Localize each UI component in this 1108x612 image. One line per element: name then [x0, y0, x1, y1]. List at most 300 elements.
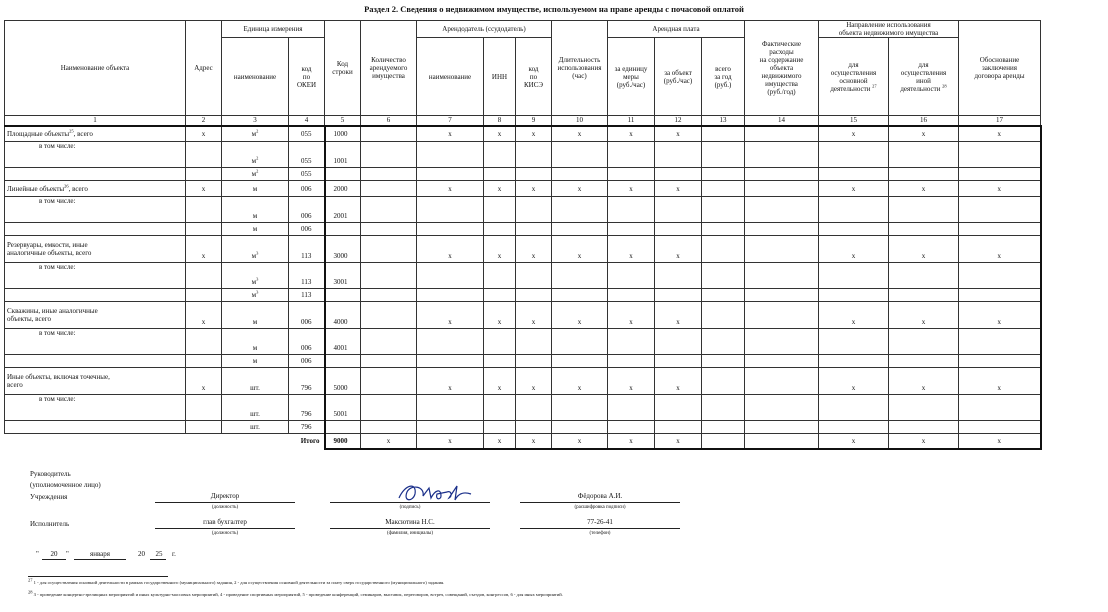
- cell-qty[interactable]: [361, 223, 417, 236]
- cell-value[interactable]: [552, 355, 608, 368]
- cell-unit: $м^3$: [222, 263, 289, 289]
- cell-value[interactable]: [655, 142, 702, 168]
- cell-value[interactable]: [552, 421, 608, 434]
- cell-value[interactable]: x: [959, 126, 1041, 142]
- cell-value[interactable]: [516, 395, 552, 421]
- hdr-lessor-name: наименование: [417, 38, 484, 116]
- hdr-qty: Количество арендуемого имущества: [361, 21, 417, 116]
- cell-okei: 113: [289, 263, 325, 289]
- cell-address[interactable]: [186, 289, 222, 302]
- cell-value[interactable]: [608, 395, 655, 421]
- cell-qty[interactable]: [361, 289, 417, 302]
- hdr-basis: Обоснование заключения договора аренды: [959, 21, 1041, 116]
- cell-value[interactable]: [417, 142, 484, 168]
- cell-value[interactable]: [702, 142, 745, 168]
- executor-phone[interactable]: 77-26-41: [587, 518, 613, 526]
- cell-value[interactable]: [702, 126, 745, 142]
- cell-okei: 006: [289, 302, 325, 329]
- hdr-expenses: Фактические расходы на содержание объекта недвижимого имущества (руб./год): [745, 21, 819, 116]
- cell-value[interactable]: [959, 421, 1041, 434]
- cell-value[interactable]: [552, 289, 608, 302]
- cell-value[interactable]: [959, 142, 1041, 168]
- cell-value[interactable]: x: [959, 236, 1041, 263]
- cell-value[interactable]: [417, 223, 484, 236]
- cell-unit: $м^2$: [222, 126, 289, 142]
- cell-value[interactable]: [702, 289, 745, 302]
- cell-value[interactable]: [516, 263, 552, 289]
- cell-value[interactable]: [819, 355, 889, 368]
- cell-qty[interactable]: [361, 263, 417, 289]
- col-number: 12: [655, 116, 702, 126]
- cell-value[interactable]: [745, 329, 819, 355]
- cell-value[interactable]: [889, 421, 959, 434]
- cell-value[interactable]: [516, 223, 552, 236]
- cell-value[interactable]: x: [655, 302, 702, 329]
- col-number: 7: [417, 116, 484, 126]
- cell-value[interactable]: [959, 168, 1041, 181]
- hdr-okei: код по ОКЕИ: [289, 38, 325, 116]
- cell-value[interactable]: [552, 263, 608, 289]
- cell-value[interactable]: [655, 421, 702, 434]
- cell-okei: 055: [289, 168, 325, 181]
- cell-value[interactable]: [819, 289, 889, 302]
- col-number: 15: [819, 116, 889, 126]
- cell-okei: 113: [289, 236, 325, 263]
- total-value[interactable]: x: [516, 434, 552, 449]
- cell-code: 4000: [325, 302, 361, 329]
- cell-value[interactable]: x: [655, 236, 702, 263]
- col-number: 16: [889, 116, 959, 126]
- total-value[interactable]: x: [889, 434, 959, 449]
- col-number: 4: [289, 116, 325, 126]
- cell-value[interactable]: [608, 168, 655, 181]
- cell-value[interactable]: x: [417, 181, 484, 197]
- cell-address[interactable]: [186, 223, 222, 236]
- cell-value[interactable]: [608, 223, 655, 236]
- cell-qty[interactable]: [361, 236, 417, 263]
- cell-value[interactable]: [417, 421, 484, 434]
- cell-value[interactable]: [819, 142, 889, 168]
- cell-value[interactable]: [655, 395, 702, 421]
- cell-code: 1001: [325, 142, 361, 168]
- total-value[interactable]: [702, 434, 745, 449]
- cell-value[interactable]: [889, 142, 959, 168]
- cell-value[interactable]: x: [608, 236, 655, 263]
- cell-value[interactable]: [417, 263, 484, 289]
- cell-value[interactable]: [702, 223, 745, 236]
- cell-value[interactable]: [819, 263, 889, 289]
- cell-value[interactable]: x: [484, 126, 516, 142]
- hdr-duration: Длительность использования (час): [552, 21, 608, 116]
- cell-value[interactable]: x: [552, 236, 608, 263]
- cell-qty[interactable]: [361, 197, 417, 223]
- executor-name[interactable]: Максютина Н.С.: [385, 518, 435, 526]
- cell-unit: м: [222, 181, 289, 197]
- cell-value[interactable]: [889, 168, 959, 181]
- cell-value[interactable]: [484, 395, 516, 421]
- cell-qty[interactable]: [361, 142, 417, 168]
- cell-unit: м: [222, 355, 289, 368]
- cell-okei: 796: [289, 368, 325, 395]
- cell-value[interactable]: [516, 289, 552, 302]
- hdr-rent-group: Арендная плата: [608, 21, 745, 38]
- cell-value[interactable]: [745, 302, 819, 329]
- cell-address[interactable]: [186, 395, 222, 421]
- cell-value[interactable]: x: [608, 368, 655, 395]
- total-value[interactable]: [745, 434, 819, 449]
- cell-value[interactable]: x: [417, 302, 484, 329]
- cell-okei: 796: [289, 395, 325, 421]
- cell-value[interactable]: [745, 168, 819, 181]
- total-value[interactable]: x: [361, 434, 417, 449]
- total-value[interactable]: x: [608, 434, 655, 449]
- cell-code: 5001: [325, 395, 361, 421]
- cell-value[interactable]: x: [516, 368, 552, 395]
- cell-value[interactable]: x: [417, 368, 484, 395]
- table-row: [5, 263, 1041, 289]
- cell-value[interactable]: x: [484, 181, 516, 197]
- cell-value[interactable]: [959, 263, 1041, 289]
- cell-value[interactable]: [745, 421, 819, 434]
- footnote-28: $^{28}$ 3 - проведение концертно-зрелищных мероприятий и иных культурно-массовых мероприятий, 4 - проведение спортивных мероприятий, 5 - проведение конференций, семинаров, выставок, переговоров, встреч, совещаний, съездов, конгрессов, 6 - для иных мероприятий.: [28, 589, 563, 597]
- cell-value[interactable]: [959, 197, 1041, 223]
- cell-value[interactable]: [552, 395, 608, 421]
- cell-value[interactable]: x: [889, 181, 959, 197]
- cell-unit: м: [222, 223, 289, 236]
- cell-value[interactable]: x: [608, 302, 655, 329]
- hdr-unit-group: Единица измерения: [222, 21, 325, 38]
- cell-value[interactable]: [417, 289, 484, 302]
- cell-value[interactable]: x: [889, 302, 959, 329]
- cell-value[interactable]: [702, 168, 745, 181]
- cell-value[interactable]: [819, 395, 889, 421]
- cell-value[interactable]: x: [959, 368, 1041, 395]
- cell-value[interactable]: x: [889, 368, 959, 395]
- cell-code: [325, 289, 361, 302]
- cell-value[interactable]: [655, 263, 702, 289]
- cell-value[interactable]: [516, 329, 552, 355]
- cell-value[interactable]: [702, 197, 745, 223]
- head-position[interactable]: Директор: [210, 492, 240, 500]
- cell-value[interactable]: [417, 395, 484, 421]
- cell-value[interactable]: x: [655, 126, 702, 142]
- cell-value[interactable]: [484, 289, 516, 302]
- cell-value[interactable]: [745, 263, 819, 289]
- cell-okei: 113: [289, 289, 325, 302]
- cell-value[interactable]: [702, 421, 745, 434]
- cell-value[interactable]: x: [552, 302, 608, 329]
- cell-value[interactable]: [702, 263, 745, 289]
- cell-address[interactable]: [186, 263, 222, 289]
- cell-okei: 055: [289, 126, 325, 142]
- cell-qty[interactable]: [361, 355, 417, 368]
- section-title: Раздел 2. Сведения о недвижимом имуществе, используемом на праве аренды с почасовой оплатой: [364, 4, 744, 14]
- cell-code: [325, 355, 361, 368]
- cell-value[interactable]: x: [889, 236, 959, 263]
- col-number: 3: [222, 116, 289, 126]
- cell-address[interactable]: [186, 329, 222, 355]
- cell-value[interactable]: x: [552, 368, 608, 395]
- total-value[interactable]: x: [959, 434, 1041, 449]
- cell-value[interactable]: [655, 223, 702, 236]
- cell-value[interactable]: [516, 421, 552, 434]
- table-row: [5, 126, 1041, 142]
- table-row: [5, 421, 1041, 434]
- cell-value[interactable]: [959, 329, 1041, 355]
- cell-qty[interactable]: [361, 368, 417, 395]
- cell-address[interactable]: x: [186, 126, 222, 142]
- cell-address[interactable]: [186, 355, 222, 368]
- cell-value[interactable]: [745, 368, 819, 395]
- cell-value[interactable]: x: [484, 302, 516, 329]
- cell-value[interactable]: [819, 197, 889, 223]
- cell-qty[interactable]: [361, 181, 417, 197]
- date-close-quote: ": [66, 550, 69, 558]
- cell-value[interactable]: [819, 421, 889, 434]
- cell-address[interactable]: [186, 421, 222, 434]
- cell-okei: 006: [289, 223, 325, 236]
- cell-okei: 006: [289, 355, 325, 368]
- cell-address[interactable]: x: [186, 368, 222, 395]
- cell-okei: 006: [289, 329, 325, 355]
- cell-value[interactable]: x: [608, 181, 655, 197]
- total-value[interactable]: x: [552, 434, 608, 449]
- cell-value[interactable]: [702, 368, 745, 395]
- cell-value[interactable]: [959, 223, 1041, 236]
- cell-value[interactable]: x: [516, 236, 552, 263]
- decode-caption: (расшифровка подписи): [574, 505, 626, 510]
- cell-qty[interactable]: [361, 421, 417, 434]
- signature-caption: (подпись): [399, 505, 421, 510]
- row-name: Иные объекты, включая точечные, всего: [5, 368, 186, 395]
- total-value[interactable]: x: [655, 434, 702, 449]
- hdr-rent-unit: за единицу меры (руб./час): [608, 38, 655, 116]
- phone-caption: (телефон): [589, 531, 611, 536]
- cell-value[interactable]: x: [959, 302, 1041, 329]
- cell-value[interactable]: [745, 181, 819, 197]
- cell-code: 1000: [325, 126, 361, 142]
- cell-value[interactable]: [552, 142, 608, 168]
- cell-unit: шт.: [222, 421, 289, 434]
- cell-value[interactable]: [552, 223, 608, 236]
- cell-unit: м: [222, 302, 289, 329]
- cell-unit: шт.: [222, 368, 289, 395]
- row-subtitle: в том числе:: [5, 329, 186, 355]
- cell-value[interactable]: [552, 168, 608, 181]
- cell-value[interactable]: [417, 355, 484, 368]
- cell-qty[interactable]: [361, 126, 417, 142]
- cell-value[interactable]: [608, 329, 655, 355]
- cell-value[interactable]: x: [484, 368, 516, 395]
- cell-value[interactable]: [959, 289, 1041, 302]
- cell-value[interactable]: [655, 197, 702, 223]
- cell-value[interactable]: [959, 395, 1041, 421]
- cell-unit: м: [222, 197, 289, 223]
- cell-value[interactable]: [819, 329, 889, 355]
- row-subtitle: в том числе:: [5, 142, 186, 168]
- fio-caption: (фамилия, инициалы): [386, 531, 434, 536]
- total-row: [5, 434, 1041, 449]
- cell-value[interactable]: x: [655, 368, 702, 395]
- date-day[interactable]: 20: [50, 550, 58, 558]
- cell-address[interactable]: x: [186, 302, 222, 329]
- cell-value[interactable]: x: [516, 181, 552, 197]
- date-year[interactable]: 25: [155, 550, 163, 558]
- cell-value[interactable]: [889, 223, 959, 236]
- executor-position[interactable]: глав бухгалтер: [203, 518, 247, 526]
- row-blank[interactable]: [5, 289, 186, 302]
- cell-qty[interactable]: [361, 329, 417, 355]
- cell-value[interactable]: [552, 197, 608, 223]
- cell-value[interactable]: [516, 197, 552, 223]
- head-name[interactable]: Фёдорова А.И.: [577, 492, 623, 500]
- cell-value[interactable]: [516, 168, 552, 181]
- cell-value[interactable]: x: [819, 368, 889, 395]
- cell-value[interactable]: [702, 302, 745, 329]
- cell-value[interactable]: [745, 289, 819, 302]
- cell-address[interactable]: x: [186, 236, 222, 263]
- cell-value[interactable]: [702, 355, 745, 368]
- cell-value[interactable]: [889, 395, 959, 421]
- cell-value[interactable]: [819, 168, 889, 181]
- hdr-name: Наименование объекта: [5, 21, 186, 116]
- cell-value[interactable]: [655, 168, 702, 181]
- cell-value[interactable]: x: [417, 126, 484, 142]
- row-blank[interactable]: [5, 168, 186, 181]
- cell-value[interactable]: [702, 395, 745, 421]
- cell-value[interactable]: [889, 197, 959, 223]
- row-blank[interactable]: [5, 421, 186, 434]
- cell-unit: $м^2$: [222, 142, 289, 168]
- cell-address[interactable]: [186, 168, 222, 181]
- cell-value[interactable]: x: [819, 126, 889, 142]
- cell-value[interactable]: [889, 355, 959, 368]
- hdr-unit-name: наименование: [222, 38, 289, 116]
- hdr-inn: ИНН: [484, 38, 516, 116]
- cell-address[interactable]: [186, 142, 222, 168]
- cell-value[interactable]: x: [516, 302, 552, 329]
- hdr-direction-group: Направление использования объекта недвижимого имущества: [819, 21, 959, 38]
- cell-value[interactable]: [552, 329, 608, 355]
- hdr-rent-object: за объект (руб./час): [655, 38, 702, 116]
- col-number: 9: [516, 116, 552, 126]
- row-name: Линейные объекты$^{26}$, всего: [5, 181, 186, 197]
- cell-value[interactable]: [702, 181, 745, 197]
- row-blank[interactable]: [5, 223, 186, 236]
- cell-value[interactable]: [889, 329, 959, 355]
- table-row: [5, 395, 1041, 421]
- cell-value[interactable]: [608, 421, 655, 434]
- cell-value[interactable]: x: [819, 302, 889, 329]
- cell-value[interactable]: x: [417, 236, 484, 263]
- hdr-dir-main: для осуществления основной деятельности $^{27}$: [819, 38, 889, 116]
- cell-value[interactable]: [745, 236, 819, 263]
- cell-value[interactable]: [484, 355, 516, 368]
- total-value[interactable]: x: [484, 434, 516, 449]
- cell-code: [325, 223, 361, 236]
- cell-code: 2000: [325, 181, 361, 197]
- cell-value[interactable]: [608, 289, 655, 302]
- cell-value[interactable]: [745, 223, 819, 236]
- cell-value[interactable]: [745, 142, 819, 168]
- table-row: [5, 302, 1041, 329]
- cell-value[interactable]: [417, 329, 484, 355]
- cell-value[interactable]: x: [608, 126, 655, 142]
- cell-value[interactable]: x: [959, 181, 1041, 197]
- cell-value[interactable]: [484, 263, 516, 289]
- cell-value[interactable]: [484, 223, 516, 236]
- date-month[interactable]: января: [89, 550, 110, 558]
- cell-value[interactable]: [702, 329, 745, 355]
- cell-value[interactable]: [516, 355, 552, 368]
- cell-value[interactable]: [484, 142, 516, 168]
- cell-value[interactable]: [745, 197, 819, 223]
- cell-value[interactable]: [745, 395, 819, 421]
- cell-value[interactable]: [608, 355, 655, 368]
- cell-value[interactable]: [516, 142, 552, 168]
- cell-value[interactable]: x: [889, 126, 959, 142]
- cell-value[interactable]: x: [552, 181, 608, 197]
- cell-value[interactable]: [889, 289, 959, 302]
- cell-value[interactable]: [608, 263, 655, 289]
- row-blank[interactable]: [5, 355, 186, 368]
- hdr-dir-other: для осуществления иной деятельности $^{28}$: [889, 38, 959, 116]
- cell-okei: 006: [289, 197, 325, 223]
- position-caption-2: (должность): [211, 531, 239, 536]
- cell-qty[interactable]: [361, 395, 417, 421]
- table-row: [5, 368, 1041, 395]
- hdr-row-code: Код строки: [325, 21, 361, 116]
- cell-value[interactable]: [655, 329, 702, 355]
- cell-value[interactable]: [484, 421, 516, 434]
- footnote-27: $^{27}$ 1 - для осуществления основной деятельности в рамках государственного (муниципального) задания, 2 - для осуществления основной деятельности за плату сверх государственного (муниципального) задания.: [28, 577, 445, 585]
- cell-value[interactable]: x: [484, 236, 516, 263]
- table-row: [5, 168, 1041, 181]
- cell-qty[interactable]: [361, 168, 417, 181]
- cell-value[interactable]: [819, 223, 889, 236]
- cell-address[interactable]: [186, 197, 222, 223]
- cell-value[interactable]: x: [655, 181, 702, 197]
- cell-qty[interactable]: [361, 302, 417, 329]
- cell-address[interactable]: x: [186, 181, 222, 197]
- cell-value[interactable]: x: [819, 236, 889, 263]
- cell-value[interactable]: [655, 289, 702, 302]
- cell-value[interactable]: [702, 236, 745, 263]
- cell-value[interactable]: [889, 263, 959, 289]
- cell-value[interactable]: [417, 197, 484, 223]
- cell-value[interactable]: [417, 168, 484, 181]
- table-row: [5, 142, 1041, 168]
- cell-value[interactable]: [959, 355, 1041, 368]
- cell-value[interactable]: x: [516, 126, 552, 142]
- cell-value[interactable]: [745, 355, 819, 368]
- table-row: [5, 355, 1041, 368]
- table-row: [5, 197, 1041, 223]
- cell-value[interactable]: [484, 168, 516, 181]
- cell-value[interactable]: [484, 197, 516, 223]
- total-value[interactable]: x: [819, 434, 889, 449]
- cell-value[interactable]: [655, 355, 702, 368]
- cell-value[interactable]: x: [819, 181, 889, 197]
- cell-value[interactable]: [484, 329, 516, 355]
- cell-value[interactable]: [608, 197, 655, 223]
- total-value[interactable]: x: [417, 434, 484, 449]
- col-number: 1: [5, 116, 186, 126]
- cell-value[interactable]: [745, 126, 819, 142]
- cell-code: [325, 421, 361, 434]
- cell-value[interactable]: x: [552, 126, 608, 142]
- cell-value[interactable]: [608, 142, 655, 168]
